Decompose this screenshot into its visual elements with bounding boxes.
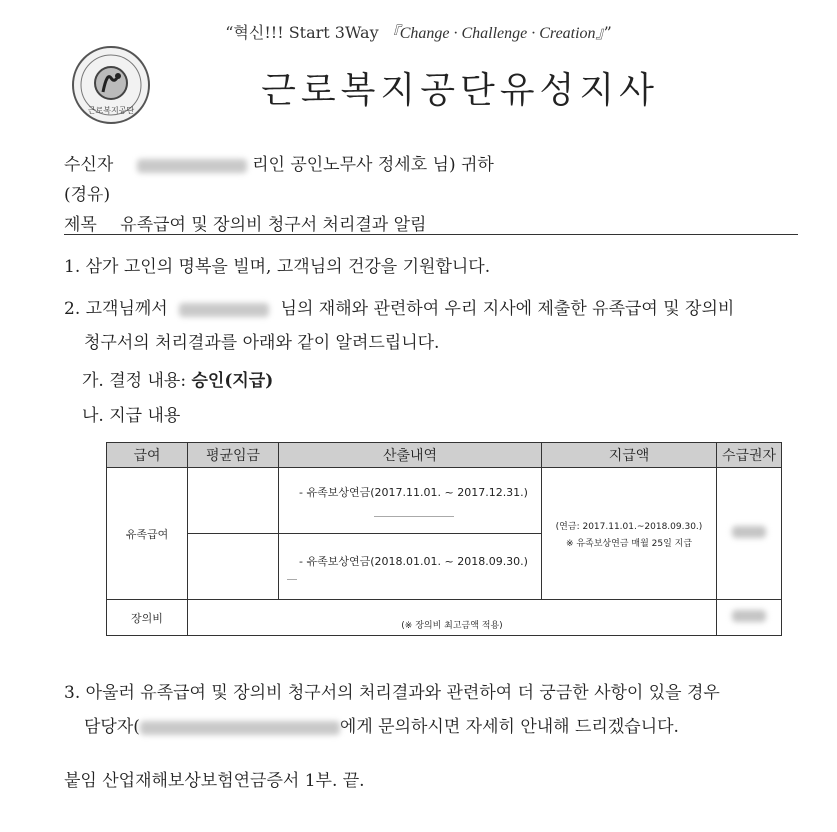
paragraph-2-end: 청구서의 처리결과를 아래와 같이 알려드립니다.: [84, 333, 440, 353]
calc-divider-2: [287, 579, 297, 580]
redacted-name: [137, 159, 247, 173]
table-row: [107, 468, 782, 534]
paragraph-2: [64, 292, 804, 360]
paragraph-3-line-2: [64, 710, 804, 744]
decision-item: [82, 366, 273, 391]
calc-line-1: [279, 468, 542, 534]
calc-text-1: - 유족보상연금(2017.11.01. ~ 2017.12.31.): [299, 486, 528, 499]
slogan-prefix: “혁신!!! Start 3Way: [225, 23, 384, 42]
pay-period: (연금: 2017.11.01.~2018.09.30.): [555, 521, 703, 532]
avg-wage-cell-1: [188, 468, 279, 534]
decision-label: 가. 결정 내용:: [82, 371, 187, 391]
calc-divider-1: [374, 516, 454, 517]
avg-wage-cell-2: [188, 534, 279, 600]
redacted-contact: [140, 721, 340, 735]
recipient-funeral: [717, 600, 782, 636]
paragraph-3: [64, 676, 804, 744]
col-avg-wage: 평균임금: [188, 443, 279, 468]
decision-value: 승인(지급): [191, 371, 274, 391]
col-benefit: 급여: [107, 443, 188, 468]
funeral-note: (※ 장의비 최고금액 적용): [401, 620, 503, 631]
recipient-survivor: [717, 468, 782, 600]
agency-title: 근로복지공단유성지사: [261, 70, 659, 111]
funeral-note-cell: [188, 600, 717, 636]
paragraph-3-end: 에게 문의하시면 자세히 안내해 드리겠습니다.: [339, 717, 679, 737]
recipient-line: [64, 150, 494, 175]
attachment-line: 붙임 산업재해보상보험연금증서 1부. 끝.: [64, 771, 365, 791]
paragraph-2-mid: 님의 재해와 관련하여 우리 지사에 제출한 유족급여 및 장의비: [280, 299, 735, 319]
benefit-survivor: 유족급여: [107, 468, 188, 600]
col-recipient: 수급권자: [717, 443, 782, 468]
slogan: [0, 20, 837, 43]
paragraph-2-start: 2. 고객님께서: [64, 299, 168, 319]
payment-item-label: 나. 지급 내용: [82, 406, 181, 426]
paragraph-3-line-1: 3. 아울러 유족급여 및 장의비 청구서의 처리결과와 관련하여 더 궁금한 사항이 있을 경우: [64, 683, 720, 703]
via-line: (경유): [64, 185, 111, 205]
recipient-value: 리인 공인노무사 정세호 님) 귀하: [252, 155, 494, 175]
subject-line: [64, 210, 426, 235]
table-header-row: [107, 443, 782, 468]
header-divider: [64, 234, 798, 235]
agency-seal: [72, 46, 150, 124]
calc-line-2: [279, 534, 542, 600]
benefit-funeral: 장의비: [107, 600, 188, 636]
subject-value: 유족급여 및 장의비 청구서 처리결과 알림: [120, 215, 427, 235]
col-amount: 지급액: [542, 443, 717, 468]
table-row: [107, 600, 782, 636]
seal-label: 근로복지공단: [87, 106, 135, 115]
paragraph-1: 1. 삼가 고인의 명복을 빌며, 고객님의 건강을 기원합니다.: [64, 257, 491, 277]
calc-text-2: - 유족보상연금(2018.01.01. ~ 2018.09.30.): [299, 555, 528, 568]
subject-label: 제목: [64, 215, 97, 235]
slogan-keywords: 『Change · Challenge · Creation』: [383, 25, 604, 42]
contact-label: 담당자(: [84, 717, 140, 737]
redacted-recipient: [732, 610, 766, 622]
recipient-label: 수신자: [64, 155, 114, 175]
amount-survivor: [542, 468, 717, 600]
payment-table: [106, 442, 782, 636]
redacted-deceased: [179, 303, 269, 317]
col-calculation: 산출내역: [279, 443, 542, 468]
pay-schedule: ※ 유족보상연금 매월 25일 지급: [565, 538, 693, 549]
redacted-recipient: [732, 526, 766, 538]
slogan-suffix: ”: [603, 23, 612, 42]
